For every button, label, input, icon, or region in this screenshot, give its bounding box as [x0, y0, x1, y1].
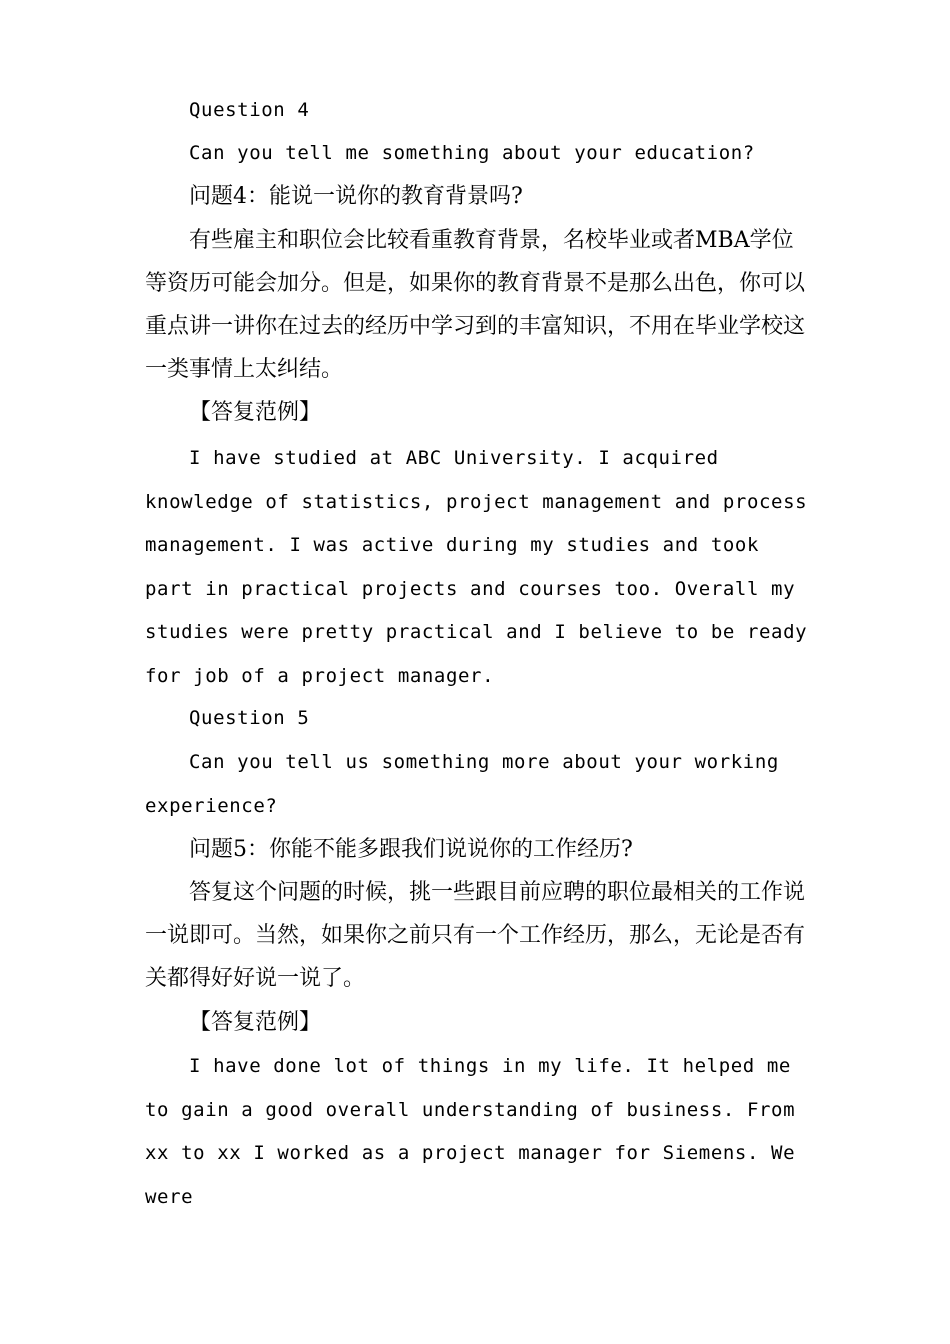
question-5-chinese-title: 问题5：你能不能多跟我们说说你的工作经历?: [189, 837, 633, 862]
question-4-text: Can you tell me something about your education?: [189, 142, 755, 164]
question-5-sample-answer: I have done lot of things in my life. It helped me to gain a good overall understanding of business. From xx to xx I worked as a project manager for Siemens. We were: [145, 1055, 808, 1208]
question-4-sample-heading: 【答复范例】: [189, 400, 322, 425]
question-4-title: Question 4: [189, 99, 310, 121]
question-5-text: Can you tell us something more about your working experience?: [145, 751, 791, 817]
question-5-sample-heading: 【答复范例】: [189, 1010, 322, 1035]
question-4-chinese-title: 问题4：能说一说你的教育背景吗?: [189, 184, 523, 209]
question-5-explanation: 答复这个问题的时候，挑一些跟目前应聘的职位最相关的工作说一说即可。当然，如果你之前只有一个工作经历，那么，无论是否有关都得好好说一说了。: [145, 880, 806, 991]
question-4-sample-answer: I have studied at ABC University. I acquired knowledge of statistics, project management and process management. I was active during my studies and took part in practical projects and courses too. Overall my studies were pretty practical and I believe to be ready for job of a project manager.: [145, 447, 820, 687]
question-4-explanation: 有些雇主和职位会比较看重教育背景，名校毕业或者MBA学位等资历可能会加分。但是，如果你的教育背景不是那么出色，你可以重点讲一讲你在过去的经历中学习到的丰富知识，不用在毕业学校这一类事情上太纠结。: [145, 228, 806, 382]
question-5-title: Question 5: [189, 707, 310, 729]
